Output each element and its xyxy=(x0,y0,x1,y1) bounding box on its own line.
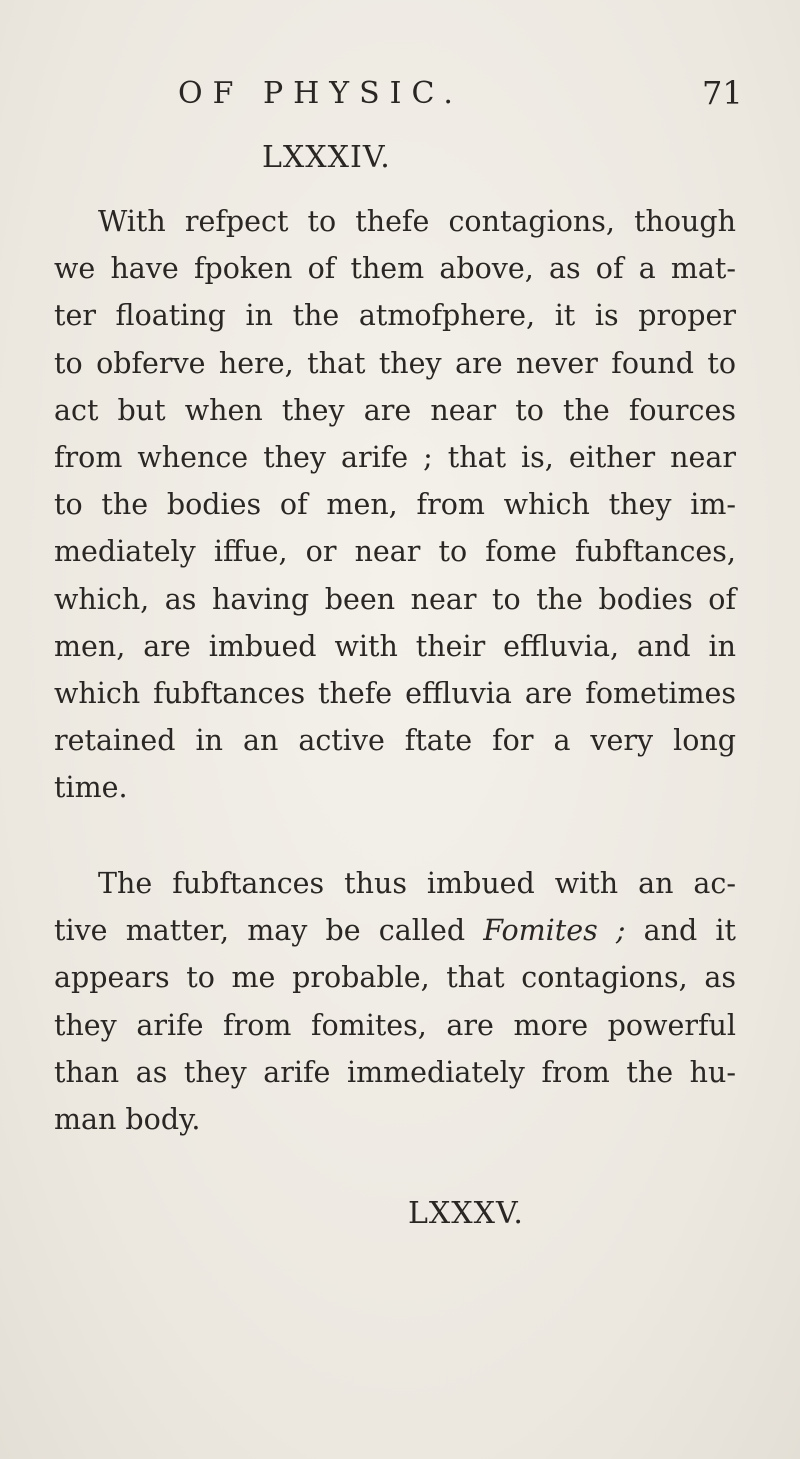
text-line: men, are imbued with their effluvia, and in xyxy=(54,629,736,663)
text-line: to the bodies of men, from which they im- xyxy=(54,488,736,522)
section-numeral: LXXXIV. xyxy=(262,140,391,175)
text-fragment: and it xyxy=(625,914,736,948)
text-line: time. xyxy=(54,771,128,805)
text-fragment: tive matter, may be called xyxy=(54,914,484,948)
text-line: The fubftances thus imbued with an ac- xyxy=(98,867,736,900)
text-line: With refpect to thefe contagions, though xyxy=(98,205,736,238)
page-number: 71 xyxy=(702,74,743,112)
text-line-with-term xyxy=(54,907,736,954)
text-line: we have fpoken of them above, as of a mat- xyxy=(54,252,736,286)
paragraph xyxy=(54,198,736,811)
text-line: act but when they are near to the fources xyxy=(54,393,736,427)
italic-term: Fomites ; xyxy=(483,914,626,948)
text-line: from whence they arife ; that is, either near xyxy=(54,440,736,474)
text-line: than as they arife immediately from the hu- xyxy=(54,1055,736,1089)
text-line: they arife from fomites, are more powerful xyxy=(54,1008,736,1042)
text-line: ter floating in the atmofphere, it is proper xyxy=(54,299,736,333)
text-line: retained in an active ftate for a very long xyxy=(54,724,736,758)
paragraph xyxy=(54,860,736,1143)
text-line: appears to me probable, that contagions, as xyxy=(54,961,736,995)
text-line: mediately iffue, or near to fome fubftances, xyxy=(54,535,736,569)
catchword-numeral: LXXXV. xyxy=(408,1196,524,1231)
text-line: to obferve here, that they are never found to xyxy=(54,346,736,380)
text-line: which, as having been near to the bodies of xyxy=(54,582,736,616)
text-line: man body. xyxy=(54,1102,201,1136)
text-line: which fubftances thefe effluvia are fometimes xyxy=(54,676,736,710)
running-title: OF PHYSIC. xyxy=(178,76,463,111)
